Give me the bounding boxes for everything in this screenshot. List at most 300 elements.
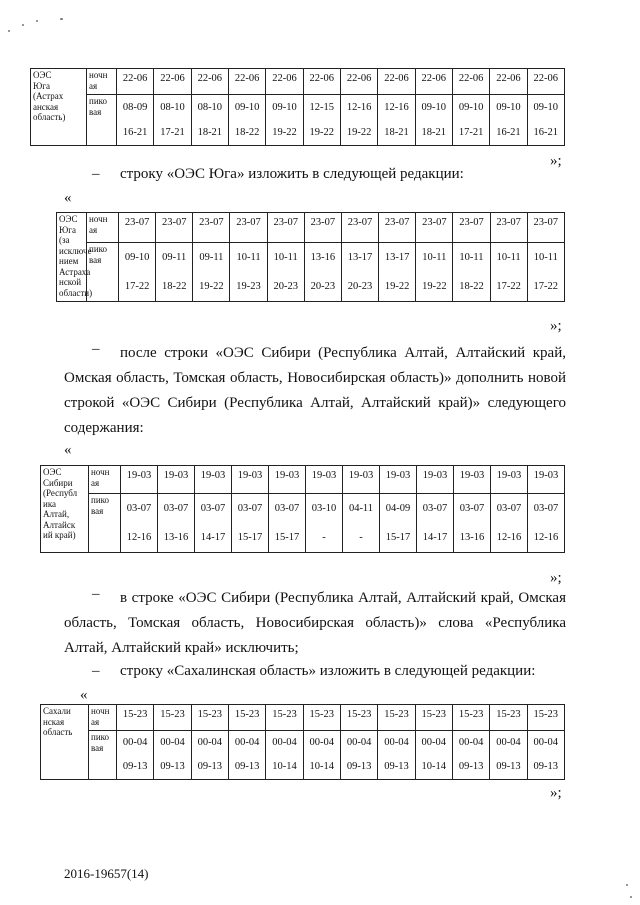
- peak-hours-cell: [158, 494, 195, 553]
- night-hours-cell: [417, 466, 454, 494]
- peak-hours-cell: [452, 731, 489, 780]
- table-row: [57, 213, 565, 243]
- peak-hours-cell: [454, 494, 491, 553]
- night-hours: 19-03: [274, 470, 300, 481]
- peak-label: вая: [89, 106, 102, 117]
- close-quote: »;: [550, 570, 562, 586]
- region-name-line: область): [33, 112, 66, 122]
- night-hours: 15-23: [496, 709, 521, 720]
- region-name-line: (Астрах: [33, 91, 64, 101]
- peak-hours-morning: 13-17: [384, 251, 410, 263]
- peak-hours-morning: 08-10: [197, 101, 223, 113]
- night-hours: 22-06: [384, 73, 409, 84]
- peak-hours-cell: [417, 494, 454, 553]
- peak-hours-morning: 09-11: [199, 251, 224, 263]
- night-hours: 15-23: [197, 709, 223, 720]
- table-oes-sibiri-altai: [40, 465, 565, 553]
- peak-hours-evening: 14-17: [422, 531, 448, 543]
- table-row: [41, 466, 565, 494]
- peak-hours-evening: 15-17: [385, 531, 411, 543]
- peak-hours-morning: 03-07: [422, 502, 448, 514]
- night-hours: 15-23: [384, 709, 409, 720]
- peak-hours-evening: 14-17: [200, 531, 226, 543]
- peak-hours-evening: 09-13: [122, 761, 148, 772]
- peak-hours-evening: 16-21: [122, 126, 148, 138]
- night-hours: 19-03: [200, 470, 226, 481]
- night-hours-cell: [154, 705, 191, 731]
- night-hours-cell: [452, 69, 489, 95]
- peak-hours-evening: 19-22: [384, 280, 410, 292]
- peak-hours-morning: 10-11: [459, 251, 484, 263]
- region-name-line: Сибири: [43, 477, 73, 488]
- peak-hours-cell: [341, 243, 378, 302]
- night-label: ая: [89, 80, 98, 91]
- peak-hours-cell: [490, 243, 527, 302]
- peak-hours-morning: 12-16: [346, 101, 372, 113]
- peak-hours-morning: 09-10: [458, 101, 484, 113]
- peak-hours-morning: 00-04: [122, 737, 148, 748]
- night-hours: 15-23: [458, 709, 484, 720]
- table-row: [41, 731, 565, 780]
- night-hours: 22-06: [234, 73, 260, 84]
- night-hours: 23-07: [422, 217, 447, 228]
- open-quote: «: [64, 442, 72, 458]
- peak-hours-evening: 10-14: [421, 761, 447, 772]
- peak-hours-evening: 13-16: [459, 531, 485, 543]
- peak-hours-morning: 10-11: [236, 251, 261, 263]
- peak-hours-morning: 00-04: [309, 737, 335, 748]
- region-name-line: области): [59, 287, 93, 298]
- document-number: 2016-19657(14): [64, 866, 149, 881]
- night-hours-cell: [527, 705, 564, 731]
- peak-hours-cell: [230, 243, 267, 302]
- region-name-line: Алтайск: [43, 519, 76, 530]
- night-label: ночн: [91, 706, 110, 716]
- night-hours-cell: [378, 69, 415, 95]
- peak-hours-evening: 13-16: [163, 531, 189, 543]
- peak-hours-cell: [490, 95, 527, 146]
- peak-hours-morning: 09-10: [234, 101, 260, 113]
- peak-hours-evening: 18-22: [161, 280, 187, 292]
- peak-hours-evening: 16-21: [533, 126, 559, 138]
- peak-hours-cell: [527, 731, 564, 780]
- peak-hours-cell: [232, 494, 269, 553]
- region-name-line: Юга (за: [59, 224, 76, 245]
- peak-hours-evening: 17-22: [496, 280, 521, 292]
- peak-label: вая: [91, 505, 104, 516]
- peak-hours-cell: [303, 95, 340, 146]
- paragraph-text: после строки «ОЭС Сибири (Республика Алтай, Алтайский край, Омская область, Томская область, Новосибирская область)» дополнить новой строкой «ОЭС Сибири (Республика Алтай, Алтайский край)» следующего содержания:: [64, 345, 566, 436]
- peak-hours-morning: 00-04: [197, 737, 223, 748]
- night-hours-cell: [158, 466, 195, 494]
- night-hours-cell: [228, 69, 265, 95]
- night-hours-cell: [156, 213, 193, 243]
- peak-hours-cell: [154, 731, 191, 780]
- peak-hours-morning: 03-07: [496, 502, 522, 514]
- peak-hours-cell: [269, 494, 306, 553]
- peak-hours-evening: 12-16: [496, 531, 522, 543]
- night-hours-cell: [266, 69, 303, 95]
- scan-speck: [630, 896, 632, 898]
- peak-label-cell: [87, 95, 117, 146]
- region-name-line: область: [43, 727, 73, 737]
- table-row: [31, 95, 565, 146]
- peak-hours-evening: 09-13: [384, 761, 409, 772]
- night-hours: 19-03: [163, 470, 189, 481]
- region-name-line: Сахали: [43, 706, 71, 716]
- region-name-line: анская: [33, 101, 59, 112]
- night-hours: 15-23: [346, 709, 372, 720]
- night-hours: 22-06: [421, 73, 447, 84]
- night-hours: 22-06: [272, 73, 297, 84]
- peak-hours-cell: [195, 494, 232, 553]
- peak-hours-morning: 09-10: [533, 101, 559, 113]
- peak-hours-cell: [379, 243, 416, 302]
- peak-hours-evening: 17-21: [458, 126, 484, 138]
- night-hours-cell: [379, 213, 416, 243]
- peak-hours-evening: 17-21: [160, 126, 185, 138]
- region-name-line: ий край): [43, 530, 76, 540]
- peak-hours-morning: 00-04: [384, 737, 409, 748]
- peak-label-cell: [89, 494, 121, 553]
- peak-hours-evening: 18-21: [384, 126, 409, 138]
- peak-label: вая: [91, 742, 104, 753]
- night-hours: 19-03: [385, 470, 411, 481]
- region-name-cell: [31, 69, 87, 146]
- peak-hours-morning: 04-09: [385, 502, 411, 514]
- night-hours: 15-23: [272, 709, 297, 720]
- instruction-sakhalin: строку «Сахалинская область» изложить в следующей редакции:: [120, 663, 536, 679]
- peak-hours-morning: 10-11: [533, 251, 558, 263]
- night-label: ночн: [91, 467, 110, 477]
- peak-hours-morning: 13-16: [310, 251, 336, 263]
- peak-hours-evening: 10-14: [272, 761, 297, 772]
- peak-label: пико: [91, 732, 110, 742]
- peak-hours-evening: 17-22: [124, 280, 150, 292]
- night-hours: 15-23: [421, 709, 447, 720]
- peak-hours-evening: 18-22: [459, 280, 484, 292]
- peak-hours-evening: 20-23: [347, 280, 373, 292]
- table-oes-yuga-astrakhan: [30, 68, 565, 146]
- region-name-cell: [41, 705, 89, 780]
- peak-hours-morning: 03-10: [311, 502, 337, 514]
- instruction-oes-yuga: строку «ОЭС Юга» изложить в следующей редакции:: [120, 166, 464, 182]
- peak-hours-cell: [193, 243, 230, 302]
- night-hours-cell: [195, 466, 232, 494]
- peak-hours-cell: [527, 95, 564, 146]
- peak-hours-morning: 03-07: [200, 502, 226, 514]
- table-sakhalin: [40, 704, 565, 780]
- peak-hours-cell: [191, 95, 228, 146]
- peak-hours-evening: 15-17: [237, 531, 263, 543]
- night-hours-cell: [306, 466, 343, 494]
- night-hours-cell: [191, 69, 228, 95]
- peak-hours-cell: [490, 731, 527, 780]
- peak-hours-cell: [380, 494, 417, 553]
- peak-hours-cell: [340, 731, 377, 780]
- peak-hours-cell: [453, 243, 490, 302]
- peak-hours-evening: 15-17: [274, 531, 300, 543]
- peak-hours-evening: 19-22: [199, 280, 224, 292]
- night-hours: 22-06: [458, 73, 484, 84]
- close-quote: »;: [550, 153, 562, 169]
- night-hours-cell: [340, 69, 377, 95]
- peak-hours-morning: 00-04: [533, 737, 559, 748]
- night-hours: 23-07: [496, 217, 521, 228]
- peak-hours-morning: 03-07: [459, 502, 485, 514]
- close-quote: »;: [550, 785, 562, 801]
- peak-hours-cell: [343, 494, 380, 553]
- instruction-oes-sibiri-remove: [64, 586, 566, 661]
- peak-hours-evening: -: [359, 531, 363, 543]
- night-hours-cell: [191, 705, 228, 731]
- night-hours: 19-03: [422, 470, 448, 481]
- peak-hours-evening: 09-13: [458, 761, 484, 772]
- peak-hours-evening: 20-23: [273, 280, 298, 292]
- peak-label-cell: [89, 731, 117, 780]
- night-hours-cell: [452, 705, 489, 731]
- peak-hours-evening: 09-13: [496, 761, 521, 772]
- region-name-line: исключе: [59, 245, 92, 256]
- peak-hours-evening: 17-22: [533, 280, 559, 292]
- night-hours-cell: [380, 466, 417, 494]
- peak-hours-morning: 03-07: [126, 502, 152, 514]
- night-hours-cell: [230, 213, 267, 243]
- peak-hours-morning: 00-04: [346, 737, 372, 748]
- peak-hours-cell: [119, 243, 156, 302]
- instruction-oes-sibiri-add: [64, 341, 566, 441]
- peak-hours-cell: [191, 731, 228, 780]
- night-hours: 19-03: [459, 470, 485, 481]
- peak-hours-morning: 08-10: [160, 101, 185, 113]
- scan-speck: [22, 24, 24, 26]
- peak-hours-cell: [266, 95, 303, 146]
- peak-hours-morning: 03-07: [163, 502, 189, 514]
- region-name-cell: [41, 466, 89, 553]
- peak-hours-morning: 13-17: [347, 251, 373, 263]
- night-hours-cell: [415, 705, 452, 731]
- table-row: [41, 494, 565, 553]
- open-quote: «: [80, 687, 88, 703]
- night-hours: 23-07: [533, 217, 559, 228]
- peak-hours-cell: [121, 494, 158, 553]
- night-hours: 23-07: [459, 217, 484, 228]
- night-label-cell: [87, 69, 117, 95]
- paragraph-text: в строке «ОЭС Сибири (Республика Алтай, Алтайский край, Омская область, Томская область, Новосибирская область)» слова «Республика Алтай, Алтайский край» исключить;: [64, 590, 566, 656]
- peak-hours-evening: 12-16: [126, 531, 152, 543]
- night-hours-cell: [415, 69, 452, 95]
- peak-hours-cell: [340, 95, 377, 146]
- peak-label: пико: [89, 244, 108, 254]
- night-hours: 23-07: [347, 217, 373, 228]
- peak-hours-cell: [267, 243, 304, 302]
- peak-hours-morning: 03-07: [237, 502, 263, 514]
- peak-hours-evening: 20-23: [310, 280, 336, 292]
- peak-hours-evening: 18-21: [421, 126, 447, 138]
- night-hours: 23-07: [236, 217, 261, 228]
- peak-hours-morning: 12-15: [309, 101, 335, 113]
- peak-hours-morning: 03-07: [533, 502, 559, 514]
- scan-speck: [60, 18, 63, 20]
- region-name-line: ОЭС: [59, 214, 78, 224]
- list-dash: –: [92, 586, 100, 602]
- night-hours: 23-07: [273, 217, 298, 228]
- table-row: [41, 705, 565, 731]
- night-hours-cell: [154, 69, 191, 95]
- peak-hours-morning: 09-11: [162, 251, 187, 263]
- table-oes-yuga-excluding-astrakhan: [56, 212, 565, 302]
- night-hours-cell: [528, 466, 565, 494]
- peak-hours-evening: 19-22: [422, 280, 447, 292]
- peak-hours-cell: [117, 731, 154, 780]
- scan-speck: [8, 30, 10, 32]
- night-hours: 19-03: [533, 470, 559, 481]
- night-hours: 22-06: [160, 73, 185, 84]
- night-label: ночн: [89, 214, 108, 224]
- peak-hours-evening: 09-13: [197, 761, 223, 772]
- peak-hours-evening: -: [322, 531, 326, 543]
- night-hours-cell: [303, 705, 340, 731]
- peak-hours-evening: 09-13: [533, 761, 559, 772]
- night-hours: 22-06: [122, 73, 148, 84]
- peak-label: пико: [89, 96, 108, 106]
- peak-hours-cell: [378, 731, 415, 780]
- region-name-line: ика: [43, 498, 57, 509]
- night-hours-cell: [490, 69, 527, 95]
- night-hours: 15-23: [160, 709, 185, 720]
- night-hours-cell: [341, 213, 378, 243]
- peak-hours-cell: [303, 731, 340, 780]
- region-name-line: Астраха: [59, 266, 91, 277]
- night-hours: 19-03: [348, 470, 374, 481]
- peak-hours-morning: 00-04: [496, 737, 521, 748]
- night-hours: 19-03: [237, 470, 263, 481]
- peak-hours-evening: 09-13: [346, 761, 372, 772]
- night-hours: 19-03: [126, 470, 152, 481]
- peak-hours-morning: 12-16: [384, 101, 409, 113]
- night-hours-cell: [266, 705, 303, 731]
- night-hours-cell: [228, 705, 265, 731]
- peak-hours-cell: [527, 243, 564, 302]
- night-hours-cell: [119, 213, 156, 243]
- peak-hours-cell: [491, 494, 528, 553]
- night-hours-cell: [527, 213, 564, 243]
- night-hours: 23-07: [161, 217, 187, 228]
- region-name-line: (Республ: [43, 488, 78, 498]
- night-hours: 22-06: [533, 73, 559, 84]
- peak-hours-cell: [156, 243, 193, 302]
- peak-hours-morning: 00-04: [458, 737, 484, 748]
- region-name-line: Юга: [33, 80, 50, 91]
- night-hours-cell: [343, 466, 380, 494]
- region-name-line: нской: [59, 277, 82, 287]
- table-row: [31, 69, 565, 95]
- night-hours-cell: [303, 69, 340, 95]
- region-name-line: нская: [43, 716, 65, 727]
- peak-hours-evening: 19-22: [346, 126, 372, 138]
- peak-hours-evening: 19-22: [272, 126, 297, 138]
- peak-hours-morning: 00-04: [421, 737, 447, 748]
- night-hours-cell: [117, 705, 154, 731]
- night-hours: 15-23: [533, 709, 559, 720]
- peak-hours-cell: [452, 95, 489, 146]
- list-dash: –: [92, 341, 100, 357]
- peak-hours-evening: 16-21: [496, 126, 521, 138]
- peak-hours-evening: 09-13: [160, 761, 185, 772]
- night-hours: 22-06: [309, 73, 335, 84]
- list-dash: –: [92, 663, 100, 679]
- region-name-line: ОЭС: [33, 70, 52, 80]
- open-quote: «: [64, 190, 72, 206]
- peak-hours-cell: [378, 95, 415, 146]
- night-hours-cell: [117, 69, 154, 95]
- night-hours-cell: [490, 213, 527, 243]
- night-hours: 15-23: [122, 709, 148, 720]
- night-label: ая: [91, 716, 100, 727]
- night-label-cell: [89, 705, 117, 731]
- region-name-line: Алтай,: [43, 509, 70, 519]
- night-label-cell: [87, 213, 119, 243]
- table-row: [57, 243, 565, 302]
- close-quote: »;: [550, 318, 562, 334]
- peak-hours-morning: 09-10: [124, 251, 150, 263]
- peak-hours-morning: 10-11: [422, 251, 447, 263]
- peak-hours-morning: 00-04: [272, 737, 297, 748]
- night-label: ая: [91, 477, 100, 488]
- peak-hours-cell: [416, 243, 453, 302]
- night-hours: 22-06: [496, 73, 521, 84]
- night-hours-cell: [490, 705, 527, 731]
- peak-hours-evening: 09-13: [234, 761, 260, 772]
- night-label-cell: [89, 466, 121, 494]
- peak-hours-cell: [228, 731, 265, 780]
- peak-hours-morning: 00-04: [160, 737, 185, 748]
- peak-hours-cell: [415, 95, 452, 146]
- night-label: ая: [89, 224, 98, 235]
- peak-hours-evening: 18-22: [234, 126, 260, 138]
- night-hours-cell: [527, 69, 564, 95]
- night-hours-cell: [491, 466, 528, 494]
- peak-hours-evening: 19-22: [309, 126, 335, 138]
- night-hours: 19-03: [496, 470, 522, 481]
- night-hours: 23-07: [199, 217, 224, 228]
- peak-hours-morning: 04-11: [348, 502, 374, 514]
- night-label: ночн: [89, 70, 108, 80]
- night-hours: 22-06: [346, 73, 372, 84]
- peak-hours-cell: [415, 731, 452, 780]
- peak-hours-cell: [228, 95, 265, 146]
- scan-speck: [36, 20, 38, 22]
- night-hours: 22-06: [197, 73, 223, 84]
- peak-hours-morning: 08-09: [122, 101, 148, 113]
- peak-hours-morning: 09-10: [421, 101, 447, 113]
- night-hours-cell: [416, 213, 453, 243]
- peak-hours-morning: 03-07: [274, 502, 300, 514]
- night-hours-cell: [121, 466, 158, 494]
- night-hours-cell: [193, 213, 230, 243]
- peak-hours-morning: 00-04: [234, 737, 260, 748]
- peak-hours-evening: 12-16: [533, 531, 559, 543]
- night-hours: 15-23: [234, 709, 260, 720]
- night-hours-cell: [340, 705, 377, 731]
- night-hours-cell: [232, 466, 269, 494]
- peak-hours-morning: 09-10: [272, 101, 297, 113]
- peak-hours-evening: 10-14: [309, 761, 335, 772]
- peak-hours-cell: [266, 731, 303, 780]
- night-hours: 23-07: [384, 217, 410, 228]
- peak-hours-cell: [117, 95, 154, 146]
- night-hours-cell: [267, 213, 304, 243]
